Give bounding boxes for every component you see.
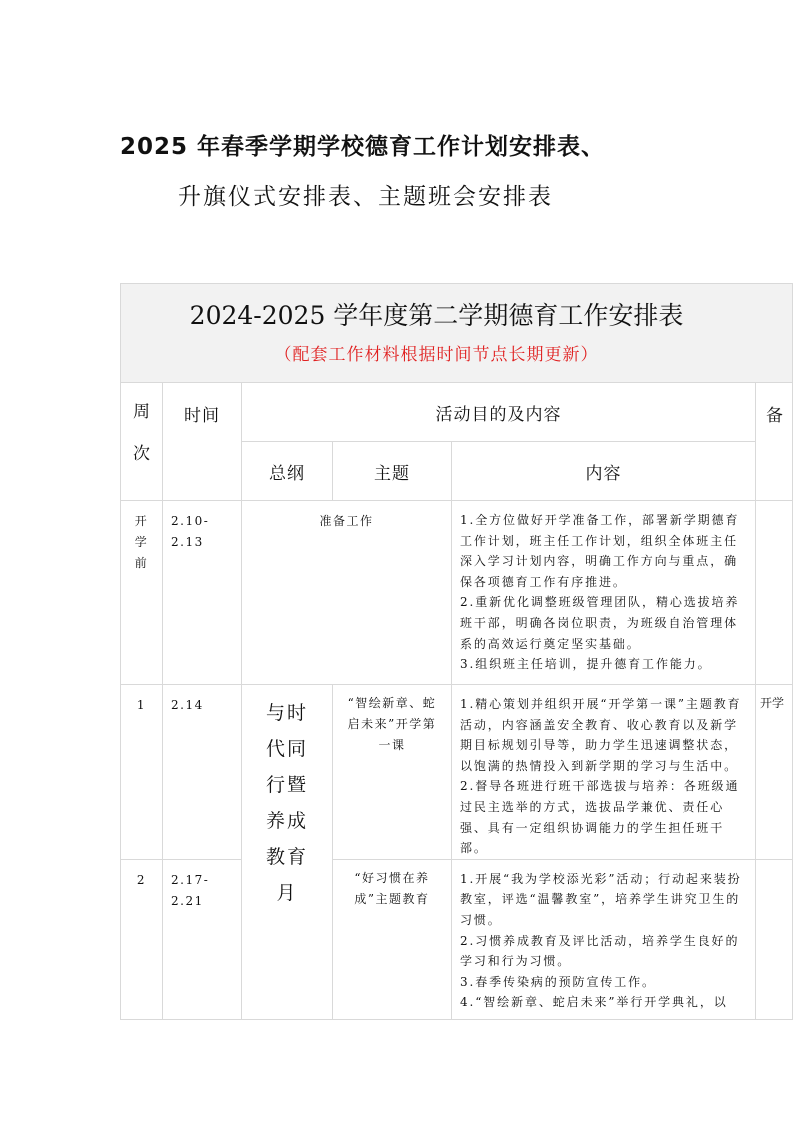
- time-cell: 2.17-2.21: [163, 859, 242, 1019]
- header-time: 时间: [163, 383, 242, 501]
- table-row: [121, 501, 793, 685]
- content-cell: [452, 501, 756, 685]
- week-cell: 开学前: [121, 501, 163, 685]
- content-item: 1.全方位做好开学准备工作，部署新学期德育工作计划，班主任工作计划，组织全体班主任深入学习计划内容，明确工作方向与重点，确保各项德育工作有序推进。: [460, 513, 740, 589]
- theme-cell: 准备工作: [242, 501, 452, 685]
- content-cell: [452, 859, 756, 1019]
- remark-cell: [756, 501, 793, 685]
- theme-cell: “好习惯在养成”主题教育: [333, 859, 452, 1019]
- content-item: 4.“智绘新章、蛇启未来”举行开学典礼，以: [460, 995, 728, 1010]
- header-remark: 备: [756, 383, 793, 501]
- header-activity: 活动目的及内容: [242, 383, 756, 442]
- time-cell: 2.14: [163, 685, 242, 860]
- header-content: 内容: [452, 442, 756, 501]
- content-item: 3.春季传染病的预防宣传工作。: [460, 974, 656, 989]
- content-item: 2.督导各班进行班干部选拔与培养：各班级通过民主选举的方式，选拔品学兼优、责任心强、具有一定组织协调能力的学生担任班干部。: [460, 779, 740, 856]
- theme-cell: “智绘新章、蛇启未来”开学第一课: [333, 685, 452, 860]
- content-item: 2.重新优化调整班级管理团队，精心选拔培养班干部，明确各岗位职责，为班级自治管理体系的高效运行奠定坚实基础。: [460, 595, 740, 651]
- time-cell: 2.10-2.13: [163, 501, 242, 685]
- content-item: 3.组织班主任培训，提升德育工作能力。: [460, 657, 712, 672]
- remark-cell: [756, 859, 793, 1019]
- document-title-line2: 升旗仪式安排表、主题班会安排表: [178, 184, 553, 210]
- content-cell: [452, 685, 756, 860]
- moral-education-schedule-table: [120, 283, 793, 1020]
- document-title-line1: 2025 年春季学期学校德育工作计划安排表、: [120, 134, 606, 160]
- week-cell: 2: [121, 859, 163, 1019]
- table-row: [121, 859, 793, 1019]
- table-title-cell: [121, 284, 793, 383]
- header-theme: 主题: [333, 442, 452, 501]
- content-item: 1.精心策划并组织开展“开学第一课”主题教育活动，内容涵盖安全教育、收心教育以及新学期目标规划引导等，助力学生迅速调整状态，以饱满的热情投入到新学期的学习与生活中。: [460, 697, 742, 773]
- table-title: 2024-2025 学年度第二学期德育工作安排表: [189, 301, 684, 330]
- week-cell: 1: [121, 685, 163, 860]
- content-item: 2.习惯养成教育及评比活动，培养学生良好的学习和行为习惯。: [460, 933, 740, 969]
- header-outline: 总纲: [242, 442, 333, 501]
- outline-cell: 与时代同行暨养成教育月: [242, 685, 333, 1020]
- table-subtitle: （配套工作材料根据时间节点长期更新）: [274, 345, 599, 365]
- remark-cell: 开学: [756, 685, 793, 860]
- table-row: [121, 685, 793, 860]
- content-item: 1.开展“我为学校添光彩”活动；行动起来装扮教室，评选“温馨教室”，培养学生讲究卫生的习惯。: [460, 871, 742, 927]
- header-week: 周次: [121, 383, 163, 501]
